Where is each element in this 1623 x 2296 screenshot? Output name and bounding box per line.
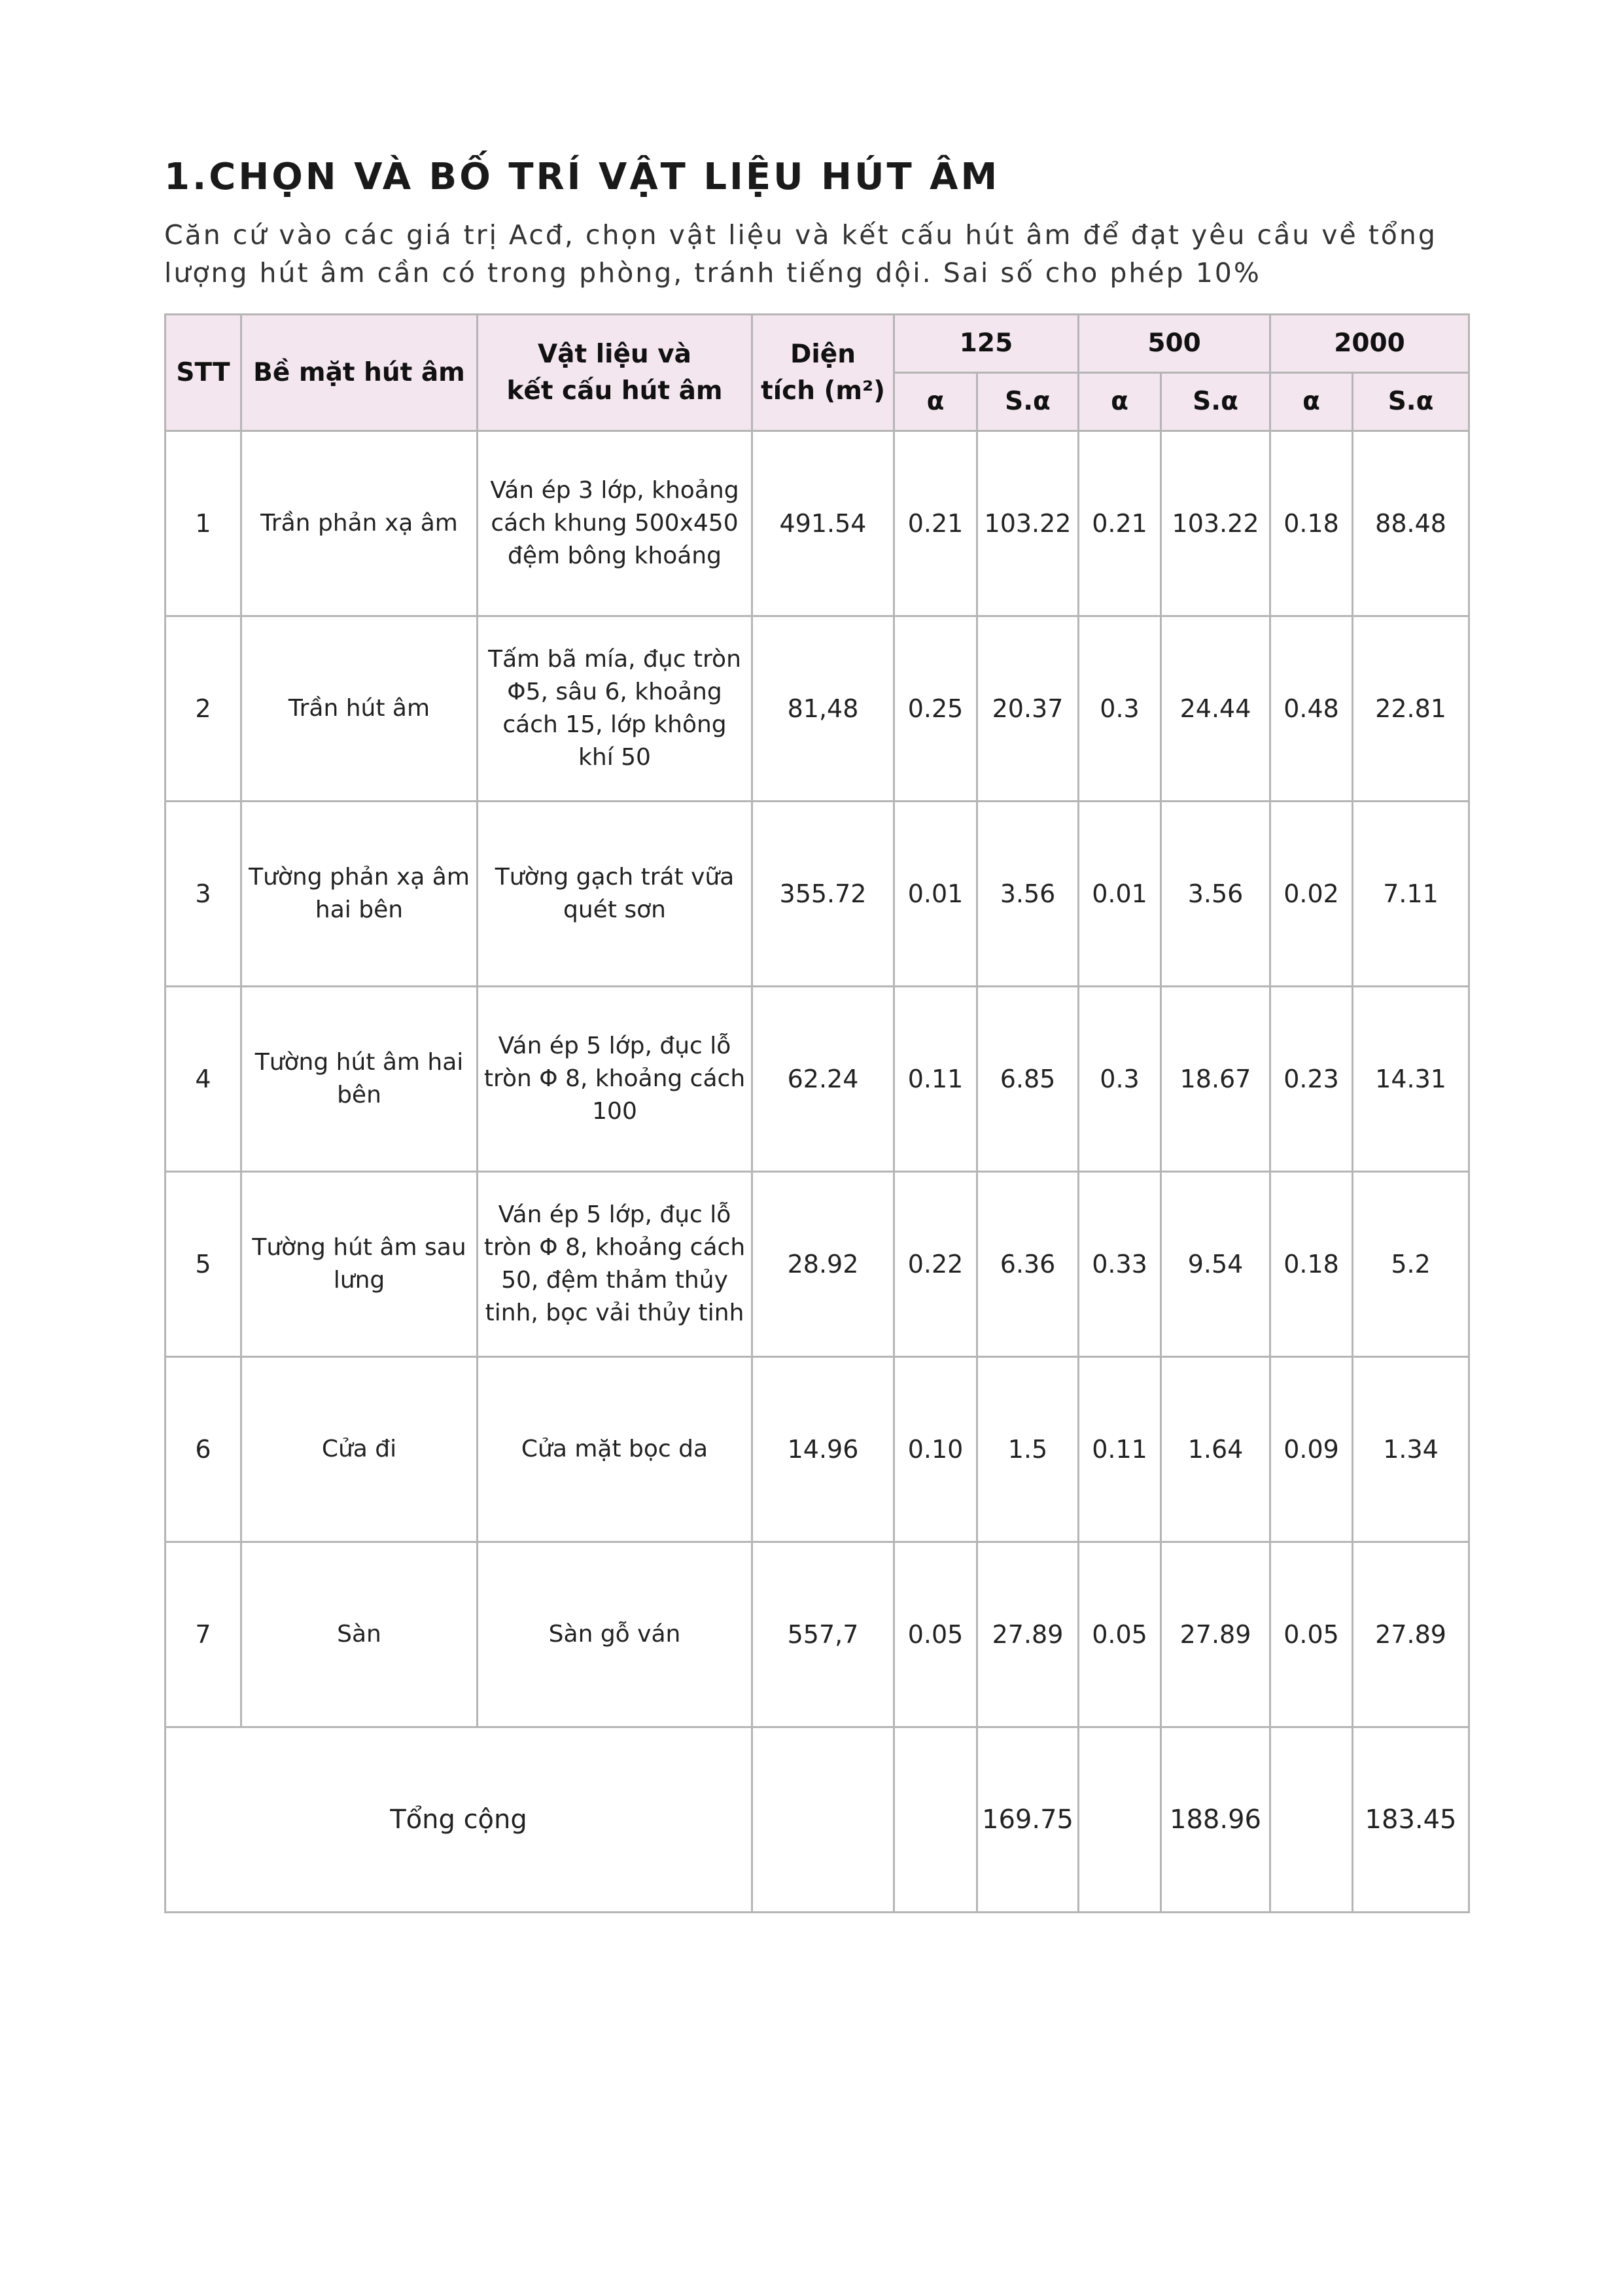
header-stt: STT: [166, 315, 241, 431]
cell-stt: 4: [166, 987, 241, 1172]
cell-stt: 2: [166, 616, 241, 802]
cell-stt: 7: [166, 1542, 241, 1727]
cell-stt: 3: [166, 802, 241, 987]
header-material: [478, 315, 752, 431]
cell-stt: 1: [166, 431, 241, 616]
cell-stt: 6: [166, 1357, 241, 1542]
table-row: [166, 616, 1469, 802]
cell-alpha-2000: 0.48: [1270, 616, 1353, 802]
cell-salpha-500: 3.56: [1161, 802, 1270, 987]
header-area-line1: Diện: [790, 339, 856, 369]
header-alpha-500: α: [1079, 373, 1161, 431]
total-alpha-500-empty: [1079, 1727, 1161, 1913]
cell-surface: Tường phản xạ âm hai bên: [241, 802, 478, 987]
cell-salpha-500: 9.54: [1161, 1172, 1270, 1357]
cell-material: Ván ép 5 lớp, đục lỗ tròn Φ 8, khoảng cách 50, đệm thảm thủy tinh, bọc vải thủy tinh: [478, 1172, 752, 1357]
total-area-empty: [752, 1727, 894, 1913]
cell-salpha-500: 1.64: [1161, 1357, 1270, 1542]
cell-salpha-2000: 1.34: [1353, 1357, 1469, 1542]
total-alpha-2000-empty: [1270, 1727, 1353, 1913]
cell-salpha-2000: 88.48: [1353, 431, 1469, 616]
cell-area: 28.92: [752, 1172, 894, 1357]
cell-alpha-2000: 0.09: [1270, 1357, 1353, 1542]
cell-salpha-125: 6.85: [977, 987, 1079, 1172]
cell-alpha-2000: 0.18: [1270, 1172, 1353, 1357]
header-material-line1: Vật liệu và: [538, 339, 691, 369]
table-row: [166, 802, 1469, 987]
cell-salpha-125: 103.22: [977, 431, 1079, 616]
table-row: [166, 1542, 1469, 1727]
header-row-1: [166, 315, 1469, 373]
table-row: [166, 1172, 1469, 1357]
cell-salpha-2000: 5.2: [1353, 1172, 1469, 1357]
cell-material: Cửa mặt bọc da: [478, 1357, 752, 1542]
total-row: [166, 1727, 1469, 1913]
header-salpha-2000: S.α: [1353, 373, 1469, 431]
header-alpha-125: α: [894, 373, 977, 431]
cell-material: Sàn gỗ ván: [478, 1542, 752, 1727]
cell-alpha-2000: 0.18: [1270, 431, 1353, 616]
cell-alpha-500: 0.05: [1079, 1542, 1161, 1727]
header-area-line2: tích (m²): [761, 376, 885, 406]
table-row: [166, 1357, 1469, 1542]
cell-alpha-125: 0.22: [894, 1172, 977, 1357]
cell-salpha-125: 3.56: [977, 802, 1079, 987]
cell-alpha-125: 0.21: [894, 431, 977, 616]
section-heading: 1.CHỌN VÀ BỐ TRÍ VẬT LIỆU HÚT ÂM: [164, 156, 1000, 198]
cell-salpha-2000: 22.81: [1353, 616, 1469, 802]
cell-alpha-500: 0.3: [1079, 987, 1161, 1172]
cell-alpha-125: 0.10: [894, 1357, 977, 1542]
header-freq-125: 125: [894, 315, 1079, 373]
cell-salpha-125: 20.37: [977, 616, 1079, 802]
cell-alpha-2000: 0.05: [1270, 1542, 1353, 1727]
cell-surface: Tường hút âm hai bên: [241, 987, 478, 1172]
total-salpha-125: 169.75: [977, 1727, 1079, 1913]
header-salpha-125: S.α: [977, 373, 1079, 431]
header-freq-500: 500: [1079, 315, 1270, 373]
cell-material: Tường gạch trát vữa quét sơn: [478, 802, 752, 987]
header-surface: Bề mặt hút âm: [241, 315, 478, 431]
cell-material: Tấm bã mía, đục tròn Φ5, sâu 6, khoảng cách 15, lớp không khí 50: [478, 616, 752, 802]
cell-alpha-125: 0.25: [894, 616, 977, 802]
cell-alpha-500: 0.21: [1079, 431, 1161, 616]
cell-alpha-500: 0.3: [1079, 616, 1161, 802]
cell-alpha-2000: 0.23: [1270, 987, 1353, 1172]
table-row: [166, 431, 1469, 616]
cell-stt: 5: [166, 1172, 241, 1357]
table-row: [166, 987, 1469, 1172]
cell-salpha-500: 27.89: [1161, 1542, 1270, 1727]
cell-salpha-2000: 27.89: [1353, 1542, 1469, 1727]
cell-area: 14.96: [752, 1357, 894, 1542]
total-label: Tổng cộng: [166, 1727, 752, 1913]
cell-alpha-125: 0.05: [894, 1542, 977, 1727]
cell-salpha-500: 103.22: [1161, 431, 1270, 616]
cell-alpha-125: 0.01: [894, 802, 977, 987]
total-salpha-500: 188.96: [1161, 1727, 1270, 1913]
total-alpha-125-empty: [894, 1727, 977, 1913]
cell-surface: Cửa đi: [241, 1357, 478, 1542]
header-material-line2: kết cấu hút âm: [506, 376, 723, 406]
cell-area: 62.24: [752, 987, 894, 1172]
cell-surface: Trần phản xạ âm: [241, 431, 478, 616]
cell-salpha-2000: 7.11: [1353, 802, 1469, 987]
cell-salpha-125: 1.5: [977, 1357, 1079, 1542]
cell-material: Ván ép 5 lớp, đục lỗ tròn Φ 8, khoảng cách 100: [478, 987, 752, 1172]
cell-surface: Tường hút âm sau lưng: [241, 1172, 478, 1357]
cell-salpha-500: 18.67: [1161, 987, 1270, 1172]
header-freq-2000: 2000: [1270, 315, 1469, 373]
cell-salpha-500: 24.44: [1161, 616, 1270, 802]
cell-area: 557,7: [752, 1542, 894, 1727]
cell-alpha-125: 0.11: [894, 987, 977, 1172]
cell-alpha-500: 0.11: [1079, 1357, 1161, 1542]
cell-surface: Trần hút âm: [241, 616, 478, 802]
cell-salpha-125: 27.89: [977, 1542, 1079, 1727]
header-salpha-500: S.α: [1161, 373, 1270, 431]
cell-material: Ván ép 3 lớp, khoảng cách khung 500x450 đệm bông khoáng: [478, 431, 752, 616]
cell-area: 491.54: [752, 431, 894, 616]
cell-salpha-2000: 14.31: [1353, 987, 1469, 1172]
cell-salpha-125: 6.36: [977, 1172, 1079, 1357]
cell-area: 81,48: [752, 616, 894, 802]
header-alpha-2000: α: [1270, 373, 1353, 431]
cell-alpha-500: 0.01: [1079, 802, 1161, 987]
absorption-table: [164, 313, 1470, 1913]
cell-alpha-2000: 0.02: [1270, 802, 1353, 987]
intro-paragraph: Căn cứ vào các giá trị Acđ, chọn vật liệu và kết cấu hút âm để đạt yêu cầu về tổng lượng hút âm cần có trong phòng, tránh tiếng dội. Sai số cho phép 10%: [164, 219, 1437, 289]
cell-area: 355.72: [752, 802, 894, 987]
cell-alpha-500: 0.33: [1079, 1172, 1161, 1357]
total-salpha-2000: 183.45: [1353, 1727, 1469, 1913]
cell-surface: Sàn: [241, 1542, 478, 1727]
header-area: [752, 315, 894, 431]
